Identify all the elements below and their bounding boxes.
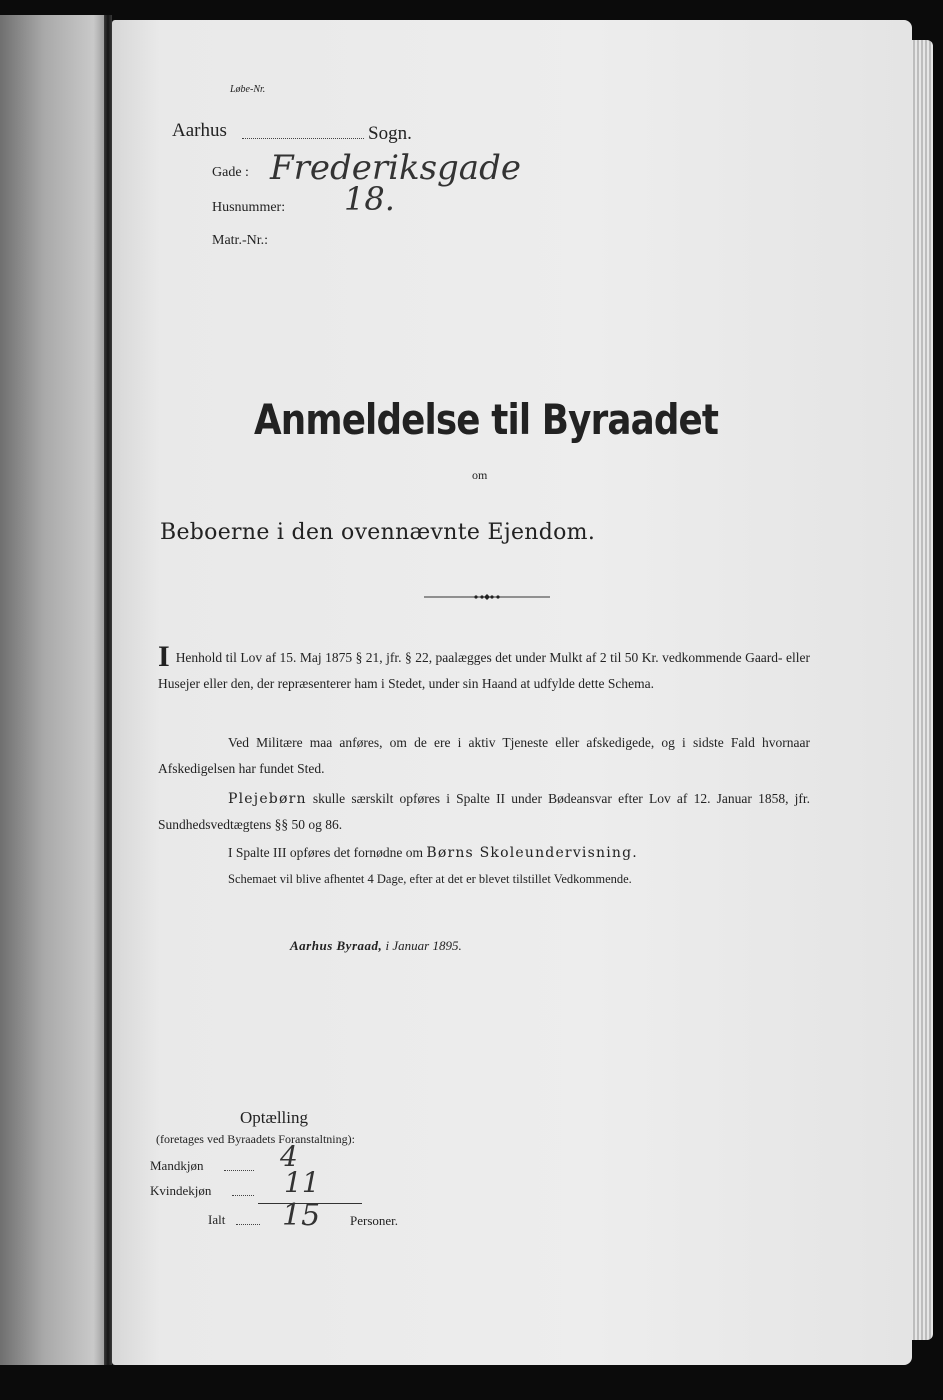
street-handwritten: Frederiksgade [270,148,521,188]
count-title: Optælling [240,1108,309,1127]
parish-dotted-line [242,138,364,139]
lobe-nr-label: Løbe-Nr. [230,84,266,95]
parish-suffix: Sogn. [368,123,412,144]
ornament-divider [424,592,550,602]
total-count-handwritten: 15 [282,1198,321,1233]
signature-date: i Januar 1895. [385,938,462,953]
drop-initial: I [158,640,170,673]
city-name: Aarhus [172,120,227,141]
persons-label: Personer. [350,1213,399,1228]
signature-line [290,938,462,954]
paragraph-3 [158,786,810,838]
female-count-handwritten: 11 [284,1166,320,1199]
house-number-handwritten: 18. [344,180,395,218]
total-label: Ialt [208,1212,226,1227]
total-dotted-line [236,1224,260,1225]
om-word: om [472,468,488,482]
house-number-label: Husnummer: [212,200,286,215]
matr-nr-label: Matr.-Nr.: [212,233,268,248]
female-label: Kvindekjøn [150,1183,212,1198]
form-title: Anmeldelse til Byraadet [254,395,719,444]
paragraph-3-text: skulle særskilt opføres i Spalte II under Bødeansvar efter Lov af 12. Januar 1858, jfr. Sundhedsvedtægtens §§ 50 og 86. [158,791,810,832]
paragraph-4 [228,840,818,866]
female-dotted-line [232,1195,254,1196]
paragraph-2: Ved Militære maa anføres, om de ere i aktiv Tjeneste eller afskedigede, og i sidste Fald hvornaar Afskedigelsen har fundet Sted. [158,735,810,776]
paragraph-1 [158,640,810,697]
form-subtitle: Beboerne i den ovennævnte Ejendom. [160,520,596,545]
paragraph-5: Schemaet vil blive afhentet 4 Dage, efter at det er blevet tilstillet Vedkommende. [228,872,632,886]
plejeborn-lead: Plejebørn [228,791,307,807]
form-page [112,20,912,1365]
male-label: Mandkjøn [150,1158,204,1173]
male-count-handwritten: 4 [280,1140,298,1173]
left-page-edge [0,15,110,1365]
paragraph-1-text: Henhold til Lov af 15. Maj 1875 § 21, jfr. § 22, paalægges det under Mulkt af 2 til 50 Kr. vedkommende Gaard- eller Husejer eller den, der repræsenterer ham i Stedet, under sin Haand at udfylde dette Schema. [158,650,810,691]
signature-authority: Aarhus Byraad, [290,938,383,953]
book-spine [104,15,112,1365]
street-label: Gade : [212,165,249,180]
paragraph-4-lead: I Spalte III opføres det fornødne om [228,845,423,860]
male-dotted-line [224,1170,254,1171]
school-emphasis: Børns Skoleundervisning. [426,845,638,861]
count-subtitle: (foretages ved Byraadets Foranstaltning): [156,1132,355,1146]
